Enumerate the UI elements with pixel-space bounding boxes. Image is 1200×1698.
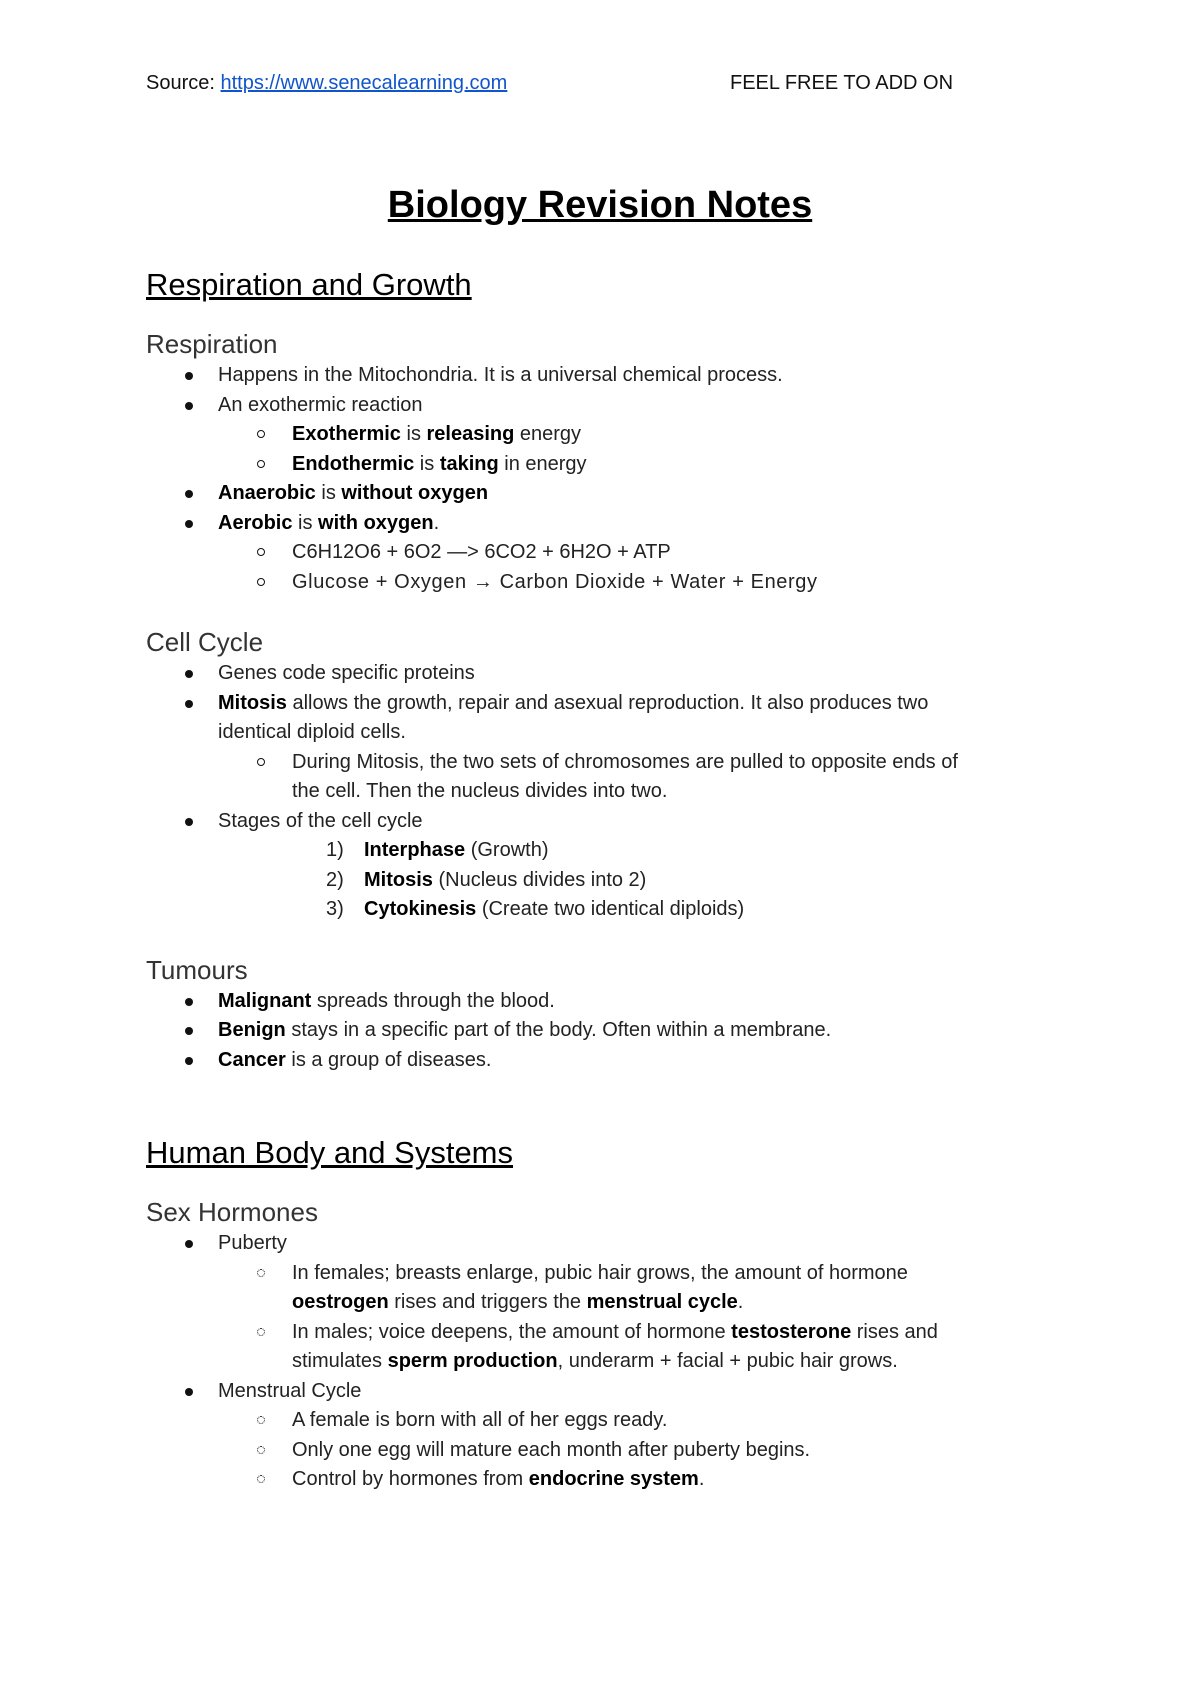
item-number: 3): [326, 898, 344, 920]
bullet-icon: [185, 1027, 193, 1035]
dotted-bullet-icon: [257, 1328, 265, 1336]
list-item: Aerobic is with oxygen.: [146, 509, 1046, 539]
list-item: Genes code specific proteins: [146, 659, 1046, 689]
dotted-bullet-icon: [257, 1475, 265, 1483]
circle-bullet-icon: [257, 548, 265, 556]
source-line: [146, 72, 507, 95]
bullet-icon: [185, 372, 193, 380]
section-heading-human-body: Human Body and Systems: [146, 1135, 514, 1170]
dotted-bullet-icon: [257, 1269, 265, 1277]
list-item: In males; voice deepens, the amount of hormone testosterone rises and stimulates sperm production, underarm + facial + pubic hair grows.: [146, 1318, 1046, 1377]
bullet-icon: [185, 998, 193, 1006]
list-item: [146, 538, 1046, 568]
bullet-icon: [185, 402, 193, 410]
bullet-icon: [185, 1057, 193, 1065]
bullet-icon: [185, 700, 193, 708]
page-header: [146, 72, 1046, 102]
subheading-sex-hormones: Sex Hormones: [146, 1197, 318, 1227]
list-item: Benign stays in a specific part of the body. Often within a membrane.: [146, 1016, 1046, 1046]
list-item: Menstrual Cycle: [146, 1377, 1046, 1407]
list-item: A female is born with all of her eggs ready.: [146, 1406, 1046, 1436]
section-heading-respiration-growth: Respiration and Growth: [146, 267, 472, 302]
circle-bullet-icon: [257, 460, 265, 468]
circle-bullet-icon: [257, 758, 265, 766]
numbered-item: 2) Mitosis (Nucleus divides into 2): [146, 866, 1046, 896]
list-item: Cancer is a group of diseases.: [146, 1046, 1046, 1076]
numbered-item: 3) Cytokinesis (Create two identical diploids): [146, 895, 1046, 925]
dotted-bullet-icon: [257, 1446, 265, 1454]
list-item: In females; breasts enlarge, pubic hair grows, the amount of hormone oestrogen rises and triggers the menstrual cycle.: [146, 1259, 1046, 1318]
dotted-bullet-icon: [257, 1416, 265, 1424]
bullet-icon: [185, 520, 193, 528]
list-item: During Mitosis, the two sets of chromosomes are pulled to opposite ends of the cell. Then the nucleus divides into two.: [146, 748, 1046, 807]
document-body: [146, 265, 1046, 1495]
numbered-item: 1) Interphase (Growth): [146, 836, 1046, 866]
list-item: An exothermic reaction: [146, 391, 1046, 421]
list-item: Stages of the cell cycle: [146, 807, 1046, 837]
list-item: [146, 568, 1046, 598]
bullet-icon: [185, 490, 193, 498]
source-label: Source:: [146, 72, 215, 94]
bullet-icon: [185, 1240, 193, 1248]
subheading-cell-cycle: Cell Cycle: [146, 627, 264, 657]
list-item: Malignant spreads through the blood.: [146, 987, 1046, 1017]
list-item: Endothermic is taking in energy: [146, 450, 1046, 480]
list-item: Happens in the Mitochondria. It is a universal chemical process.: [146, 361, 1046, 391]
source-link[interactable]: https://www.senecalearning.com: [220, 72, 508, 94]
document-title: Biology Revision Notes: [387, 184, 813, 226]
circle-bullet-icon: [257, 430, 265, 438]
list-item: Only one egg will mature each month after puberty begins.: [146, 1436, 1046, 1466]
circle-bullet-icon: [257, 578, 265, 586]
list-item: Mitosis allows the growth, repair and asexual reproduction. It also produces two identical diploid cells.: [146, 689, 1046, 748]
bullet-icon: [185, 670, 193, 678]
list-item: Exothermic is releasing energy: [146, 420, 1046, 450]
chemical-equation: C6H12O6 + 6O2 —> 6CO2 + 6H2O + ATP: [292, 541, 671, 563]
header-note: FEEL FREE TO ADD ON: [730, 72, 954, 94]
item-number: 1): [326, 839, 344, 861]
item-number: 2): [326, 868, 344, 891]
list-item: Control by hormones from endocrine system.: [146, 1465, 1046, 1495]
subheading-respiration: Respiration: [146, 329, 278, 359]
bullet-icon: [185, 1388, 193, 1396]
list-item: Anaerobic is without oxygen: [146, 479, 1046, 509]
subheading-tumours: Tumours: [146, 954, 248, 985]
list-item: Puberty: [146, 1229, 1046, 1259]
word-equation: Glucose + Oxygen → Carbon Dioxide + Water + Energy: [292, 570, 818, 593]
bullet-icon: [185, 818, 193, 826]
